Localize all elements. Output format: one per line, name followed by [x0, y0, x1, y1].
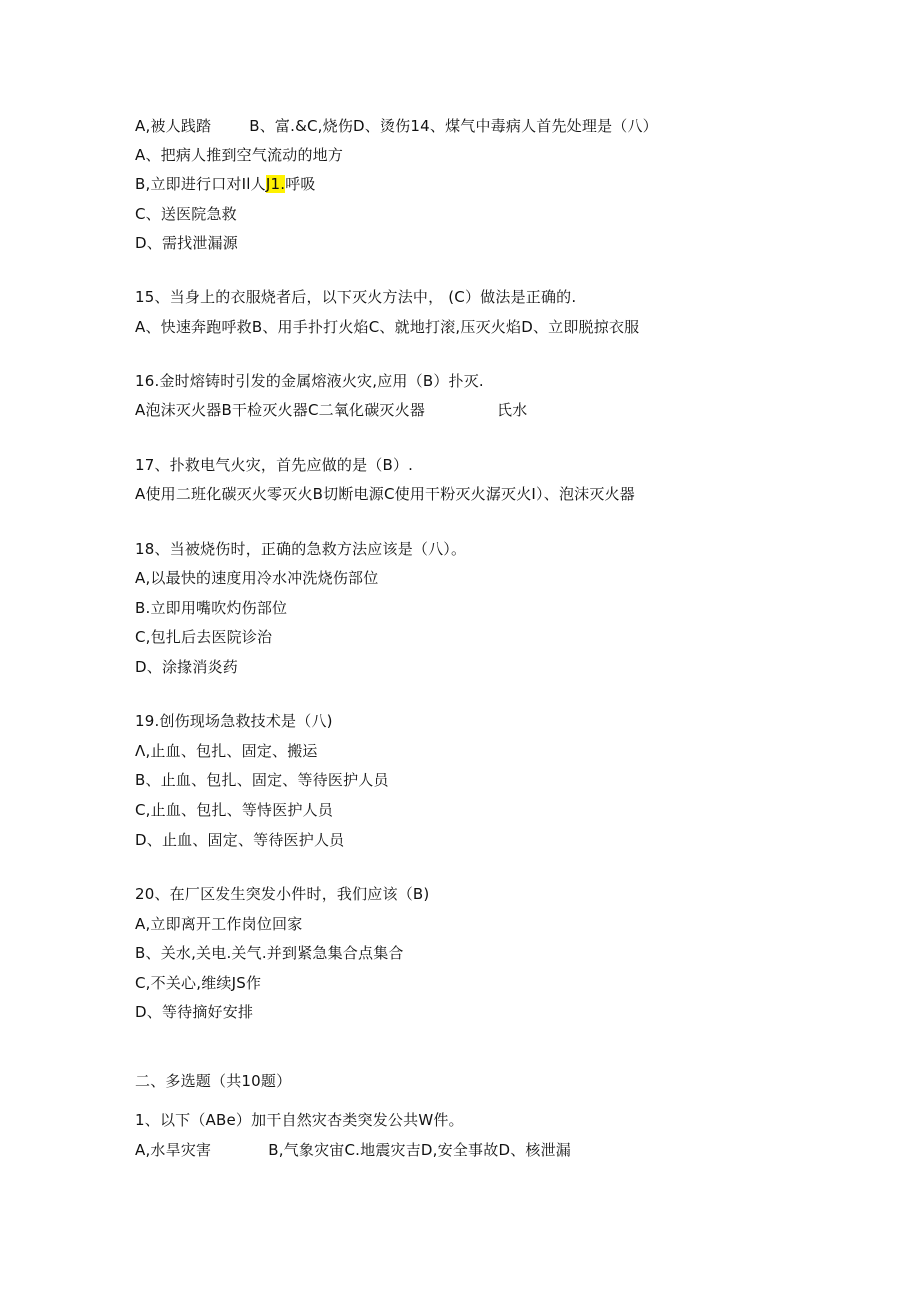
q17-options: A使用二班化碳灭火零灭火B切断电源C使用干粉灭火潺灭火I）、泡沫灭火器 [135, 485, 635, 503]
q18-option-c: C,包扎后去医院诊治 [135, 628, 273, 646]
q16-option-d: 氏水 [497, 401, 528, 419]
q20-option-c: C,不关心,维续JS作 [135, 974, 262, 992]
q20-option-a: A,立即离开工作岗位回家 [135, 915, 303, 933]
option-b-text-start: B,立即进行口对Il人 [135, 175, 266, 193]
mc-question-1: 1、以下（ABe）加干自然灾杏类突发公共W件。 [135, 1111, 464, 1129]
q14-option-a: A、把病人推到空气流动的地方 [135, 146, 344, 164]
highlighted-text: J1. [265, 175, 286, 193]
q18-option-a: A,以最快的速度用冷水冲洗烧伤部位 [135, 569, 379, 587]
option-a-text: A,被人践踏 [135, 117, 212, 135]
question-18: 18、当被烧伤时，正确的急救方法应该是（八）。 [135, 540, 467, 558]
q14-option-d: D、需找泄漏源 [135, 234, 238, 252]
option-b-text-end: 呼吸 [285, 175, 316, 193]
q16-options-abc: A泡沫灭火器B干检灭火器C二氧化碳灭火器 [135, 401, 426, 419]
section-heading-multiple-choice: 二、多选题（共10题） [135, 1072, 292, 1090]
q18-option-b: B.立即用嘴吹灼伤部位 [135, 599, 288, 617]
question-20: 20、在厂区发生突发小件时，我们应该（B) [135, 885, 430, 903]
q16-options [135, 400, 527, 420]
question-17: 17、扑救电气火灾，首先应做的是（B）. [135, 456, 414, 474]
options-and-question-14: B、富.&C,烧伤D、烫伤14、煤气中毒病人首先处理是（八） [249, 117, 658, 135]
q19-option-a: Λ,止血、包扎、固定、搬运 [135, 742, 318, 760]
q18-option-d: D、涂掾消炎药 [135, 658, 238, 676]
q20-option-b: B、关水,关电.关气.并到紧急集合点集合 [135, 944, 404, 962]
question-16: 16.金时熔铸时引发的金属熔液火灾,应用（B）扑灭. [135, 372, 484, 390]
q19-option-d: D、止血、固定、等待医护人员 [135, 831, 345, 849]
q19-option-b: B、止血、包扎、固定、等待医护人员 [135, 771, 389, 789]
mc-q1-option-a: A,水旱灾害 [135, 1141, 212, 1159]
q14-option-b [135, 174, 316, 194]
mc-q1-options [135, 1140, 571, 1160]
question-19: 19.创伤现场急救技术是（八) [135, 712, 333, 730]
mc-q1-options-rest: B,气象灾宙C.地震灾吉D,安全事故D、核泄漏 [268, 1141, 572, 1159]
q14-option-c: C、送医院急救 [135, 205, 237, 223]
question-15: 15、当身上的衣服烧者后，以下灭火方法中， (C）做法是正确的. [135, 288, 577, 306]
q14-option-line [135, 116, 658, 136]
q15-options: A、快速奔跑呼救B、用手扑打火焰C、就地打滚,压灭火焰D、立即脱掠衣服 [135, 318, 640, 336]
q20-option-d: D、等待摘好安排 [135, 1003, 254, 1021]
q19-option-c: C,止血、包扎、等恃医护人员 [135, 801, 334, 819]
